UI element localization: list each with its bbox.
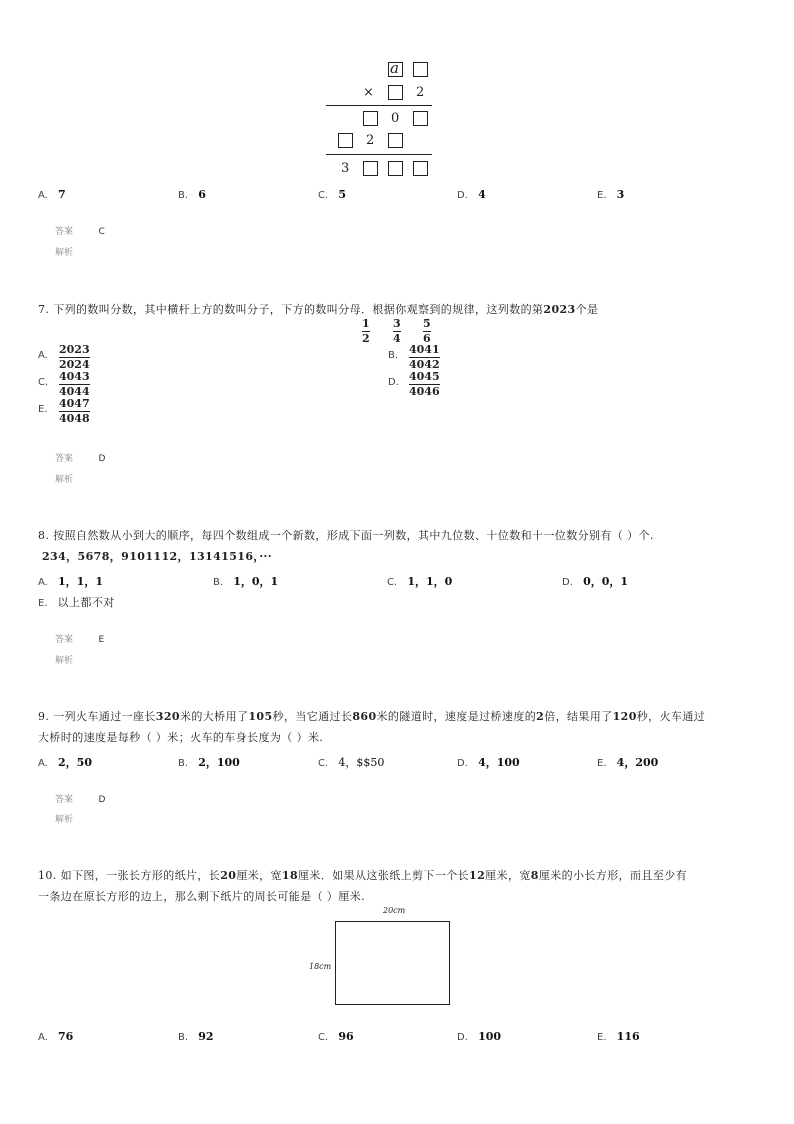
q8-stem: 8. 按照自然数从小到大的顺序，每四个数组成一个新数，形成下面一列数，其中九位数、十位数和十一位数分别有（ ）个. [38, 529, 654, 542]
q10-option-e[interactable]: E. 116 [597, 1030, 640, 1043]
puzzle-digit: 2 [416, 85, 425, 100]
q8-analysis: 解析 [55, 656, 74, 666]
q8-option-c[interactable]: C. 1，1，0 [387, 575, 453, 588]
q10-option-d[interactable]: D. 100 [457, 1030, 502, 1043]
rectangle-figure [305, 906, 465, 1011]
q6-answer: 答案 C [55, 227, 105, 237]
q9-option-a[interactable]: A. 2，50 [38, 756, 92, 769]
q9-stem-line2: 大桥时的速度是每秒（ ）米；火车的车身长度为（ ）米. [38, 731, 324, 744]
q9-option-b[interactable]: B. 2，100 [178, 756, 240, 769]
q6-option-e[interactable]: E. 3 [597, 188, 625, 201]
q7-analysis: 解析 [55, 475, 74, 485]
q6-option-c[interactable]: C. 5 [318, 188, 346, 201]
q6-option-a[interactable]: A. 7 [38, 188, 66, 201]
q10-option-b[interactable]: B. 92 [178, 1030, 214, 1043]
height-label: 18cm [309, 962, 332, 971]
puzzle-box [413, 161, 428, 176]
q9-option-e[interactable]: E. 4，200 [597, 756, 659, 769]
puzzle-box [363, 111, 378, 126]
q9-answer: 答案 D [55, 795, 106, 805]
puzzle-digit: 0 [391, 111, 400, 126]
q10-stem-line1: 10. 如下图，一张长方形的纸片，长20厘米，宽18厘米．如果从这张纸上剪下一个长12厘米，宽8厘米的小长方形，而且至少有 [38, 869, 688, 882]
puzzle-box [363, 161, 378, 176]
puzzle-box [413, 111, 428, 126]
q8-option-a[interactable]: A. 1，1，1 [38, 575, 103, 588]
q8-option-b[interactable]: B. 1，0，1 [213, 575, 279, 588]
sequence-fraction: 1 2 [362, 317, 370, 345]
puzzle-times: × [363, 85, 374, 100]
puzzle-box [388, 133, 403, 148]
puzzle-digit: 2 [366, 133, 375, 148]
q7-stem: 7. 下列的数叫分数，其中横杆上方的数叫分子，下方的数叫分母．根据你观察到的规律，这列数的第2023个是 [38, 303, 599, 316]
q8-option-d[interactable]: D. 0，0，1 [562, 575, 629, 588]
q6-option-d[interactable]: D. 4 [457, 188, 486, 201]
puzzle-box [338, 133, 353, 148]
q9-option-d[interactable]: D. 4，100 [457, 756, 520, 769]
multiplication-puzzle [320, 58, 440, 183]
q7-answer: 答案 D [55, 454, 106, 464]
q6-option-b[interactable]: B. 6 [178, 188, 206, 201]
q9-analysis: 解析 [55, 815, 74, 825]
paper-rectangle [335, 921, 450, 1005]
q8-answer: 答案 E [55, 635, 105, 645]
q10-option-a[interactable]: A. 76 [38, 1030, 74, 1043]
q10-option-c[interactable]: C. 96 [318, 1030, 354, 1043]
width-label: 20cm [383, 906, 406, 915]
puzzle-box [413, 62, 428, 77]
puzzle-rule [326, 154, 432, 155]
q6-analysis: 解析 [55, 248, 74, 258]
q10-stem-line2: 一条边在原长方形的边上，那么剩下纸片的周长可能是（ ）厘米. [38, 890, 365, 903]
sequence-fraction: 3 4 [393, 317, 401, 345]
q9-stem-line1: 9. 一列火车通过一座长320米的大桥用了105秒，当它通过长860米的隧道时，速度是过桥速度的2倍，结果用了120秒，火车通过 [38, 710, 706, 723]
puzzle-box [388, 161, 403, 176]
sequence-fraction: 5 6 [423, 317, 431, 345]
q8-option-e[interactable]: E. 以上都不对 [38, 596, 115, 609]
puzzle-box [388, 85, 403, 100]
puzzle-letter: a [390, 59, 399, 77]
puzzle-digit: 3 [341, 161, 350, 176]
q8-sequence: 234，5678，9101112，13141516，··· [42, 550, 272, 563]
q9-option-c[interactable]: C. 4，$$50 [318, 756, 385, 769]
puzzle-rule [326, 105, 432, 106]
